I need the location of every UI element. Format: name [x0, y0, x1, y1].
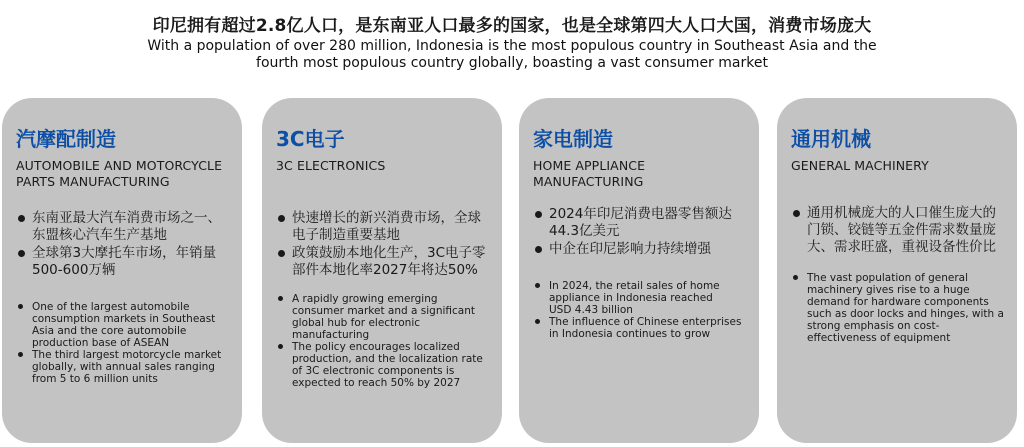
- page-subtitle-line-2: fourth most populous country globally, boasting a vast consumer market: [256, 55, 768, 71]
- card-title: 3C电子: [276, 127, 345, 151]
- card-title: 汽摩配制造: [16, 127, 116, 151]
- industry-card-electronics: [262, 98, 502, 443]
- list-item: 2024年印尼消费电器零售额达44.3亿美元: [533, 206, 747, 240]
- page-title: 印尼拥有超过2.8亿人口，是东南亚人口最多的国家，也是全球第四大人口大国，消费市场庞大: [152, 16, 872, 36]
- card-title: 家电制造: [533, 127, 613, 151]
- list-item: 中企在印尼影响力持续增强: [533, 241, 747, 258]
- list-item: 政策鼓励本地化生产，3C电子零部件本地化率2027年将达50%: [276, 245, 490, 279]
- card-points-cn: [276, 210, 490, 279]
- card-subtitle: AUTOMOBILE AND MOTORCYCLE PARTS MANUFACTURING: [16, 158, 223, 189]
- list-item: A rapidly growing emerging consumer market and a significant global hub for electronic manufacturing: [276, 293, 490, 341]
- list-item: The influence of Chinese enterprises in Indonesia continues to grow: [533, 316, 747, 340]
- card-points-en: [16, 301, 230, 385]
- card-points-cn: [791, 205, 1005, 256]
- list-item: One of the largest automobile consumption markets in Southeast Asia and the core automobile production base of ASEAN: [16, 301, 230, 349]
- page-subtitle-line-1: With a population of over 280 million, Indonesia is the most populous country in Southeast Asia and the: [147, 38, 877, 54]
- card-points-en: [533, 280, 747, 340]
- list-item: 快速增长的新兴消费市场，全球电子制造重要基地: [276, 210, 490, 244]
- list-item: 东南亚最大汽车消费市场之一、东盟核心汽车生产基地: [16, 210, 230, 244]
- card-subtitle: HOME APPLIANCE MANUFACTURING: [533, 158, 646, 189]
- list-item: In 2024, the retail sales of home appliance in Indonesia reached USD 4.43 billion: [533, 280, 747, 316]
- industry-card-machinery: [777, 98, 1017, 443]
- card-points-en: [276, 293, 490, 389]
- card-subtitle: 3C ELECTRONICS: [276, 158, 386, 173]
- industry-card-automotive: [2, 98, 242, 443]
- list-item: The policy encourages localized production, and the localization rate of 3C electronic components is expected to reach 50% by 2027: [276, 341, 490, 389]
- card-points-cn: [533, 206, 747, 258]
- page-subtitle: [0, 38, 1024, 72]
- card-points-en: [791, 272, 1005, 344]
- card-title: 通用机械: [791, 127, 871, 151]
- industry-card-home-appliance: [519, 98, 759, 443]
- list-item: 通用机械庞大的人口催生庞大的门锁、铰链等五金件需求数量庞大、需求旺盛，重视设备性价比: [791, 205, 1005, 256]
- card-points-cn: [16, 210, 230, 279]
- list-item: The vast population of general machinery gives rise to a huge demand for hardware components such as door locks and hinges, with a strong emphasis on cost-effectiveness of equipment: [791, 272, 1005, 344]
- list-item: The third largest motorcycle market globally, with annual sales ranging from 5 to 6 million units: [16, 349, 230, 385]
- list-item: 全球第3大摩托车市场，年销量500-600万辆: [16, 245, 230, 279]
- card-subtitle: GENERAL MACHINERY: [791, 158, 929, 173]
